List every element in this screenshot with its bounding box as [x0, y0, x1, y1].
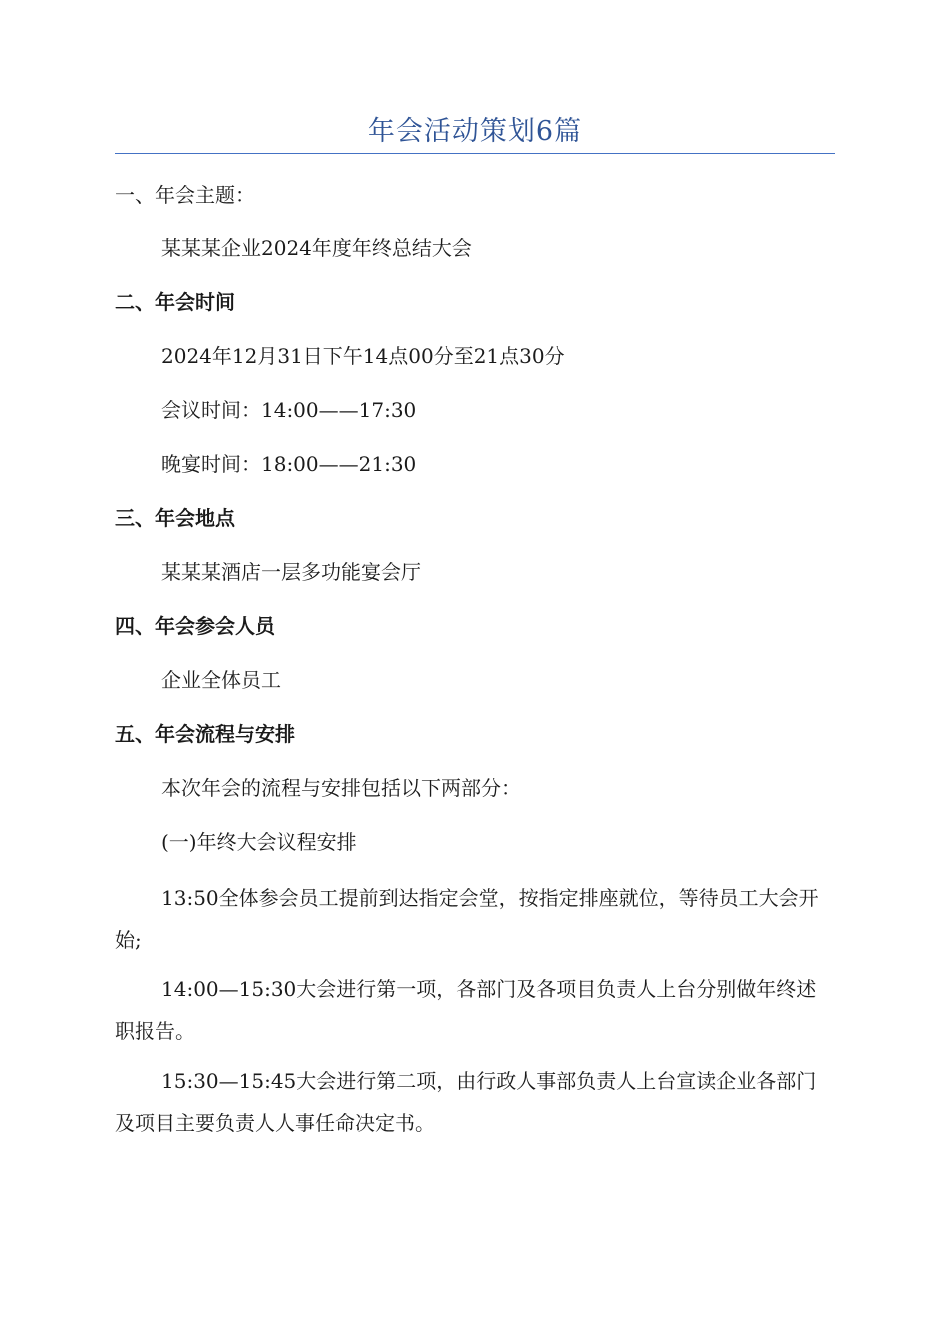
section-3-heading: 三、年会地点 — [115, 506, 235, 530]
section-2-heading: 二、年会时间 — [115, 290, 235, 314]
agenda-paragraph-1: 13:50全体参会员工提前到达指定会堂，按指定排座就位，等待员工大会开始; — [115, 886, 819, 952]
section-2-line-2: 会议时间：14:00——17:30 — [161, 398, 417, 422]
section-2-line-1: 2024年12月31日下午14点00分至21点30分 — [161, 344, 565, 368]
section-5-line-2: (一)年终大会议程安排 — [161, 830, 357, 854]
agenda-paragraph-3: 15:30—15:45大会进行第二项，由行政人事部负责人上台宣读企业各部门及项目主要负责人人事任命决定书。 — [115, 1069, 817, 1135]
title-underline — [115, 153, 835, 154]
section-2-line-3: 晚宴时间：18:00——21:30 — [161, 452, 417, 476]
section-1-line-1: 某某某企业2024年度年终总结大会 — [161, 236, 472, 260]
document-title: 年会活动策划6篇 — [367, 116, 583, 147]
agenda-paragraph-2: 14:00—15:30大会进行第一项，各部门及各项目负责人上台分别做年终述职报告。 — [115, 977, 817, 1043]
section-1-heading: 一、年会主题： — [115, 183, 255, 207]
section-3-line-1: 某某某酒店一层多功能宴会厅 — [161, 560, 421, 584]
section-5-line-1: 本次年会的流程与安排包括以下两部分： — [161, 776, 521, 800]
section-4-line-1: 企业全体员工 — [161, 668, 281, 692]
section-5-heading: 五、年会流程与安排 — [115, 722, 295, 746]
section-4-heading: 四、年会参会人员 — [115, 614, 275, 638]
